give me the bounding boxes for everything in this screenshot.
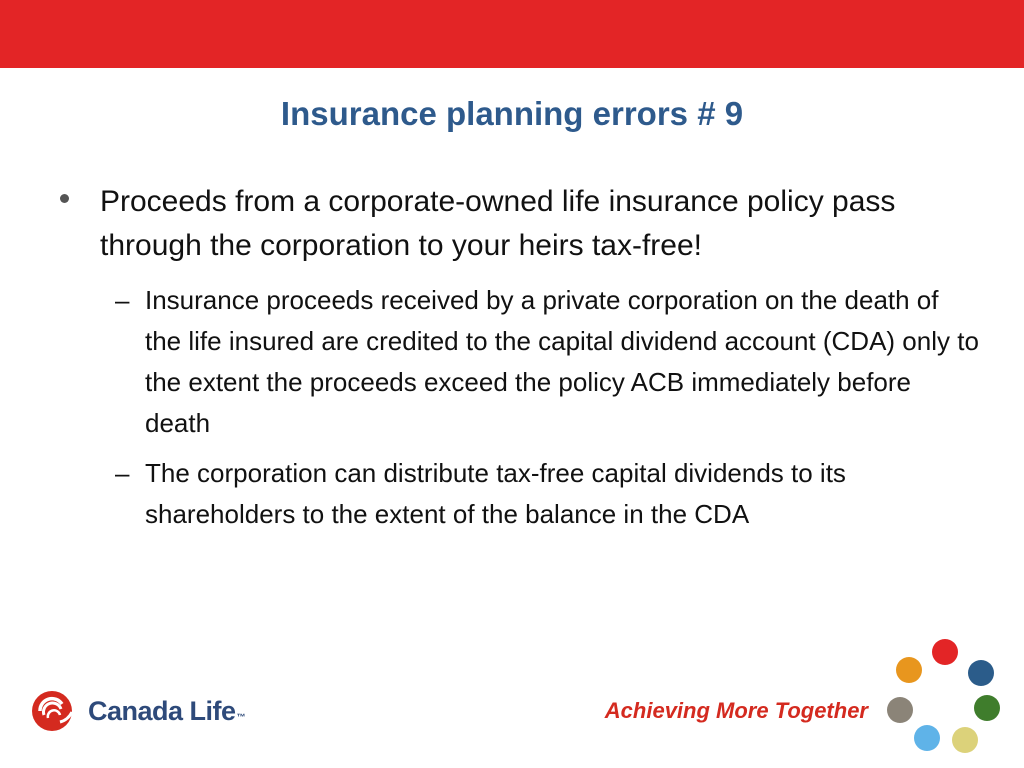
header-bar bbox=[0, 0, 1024, 68]
slide-title: Insurance planning errors # 9 bbox=[280, 95, 744, 132]
decor-dot-lightblue bbox=[914, 725, 940, 751]
brand-name bbox=[88, 695, 244, 727]
tagline: Achieving More Together bbox=[604, 698, 868, 723]
main-bullet bbox=[60, 180, 980, 268]
sub-bullet-text: The corporation can distribute tax-free capital dividends to its shareholders to the extent of the balance in the CDA bbox=[145, 458, 846, 529]
decor-dot-gray bbox=[887, 697, 913, 723]
decor-dot-yellow bbox=[952, 727, 978, 753]
decor-dot-orange bbox=[896, 657, 922, 683]
sub-bullet bbox=[60, 280, 980, 444]
dash-icon: – bbox=[115, 285, 130, 315]
dash-icon: – bbox=[115, 458, 130, 488]
decor-dot-blue bbox=[968, 660, 994, 686]
sub-bullet bbox=[60, 453, 980, 535]
decor-dot-red bbox=[932, 639, 958, 665]
bullet-dot-icon bbox=[60, 194, 69, 203]
brand-text: Canada Life bbox=[88, 696, 236, 726]
bullet-list bbox=[60, 180, 980, 535]
sub-bullet-text: Insurance proceeds received by a private corporation on the death of the life insured are credited to the capital dividend account (CDA) only to the extent the proceeds exceed the policy ACB immediately before death bbox=[145, 285, 979, 438]
decor-dot-green bbox=[974, 695, 1000, 721]
trademark: ™ bbox=[236, 712, 246, 722]
main-bullet-text: Proceeds from a corporate-owned life insurance policy pass through the corporation to your heirs tax-free! bbox=[100, 185, 896, 262]
